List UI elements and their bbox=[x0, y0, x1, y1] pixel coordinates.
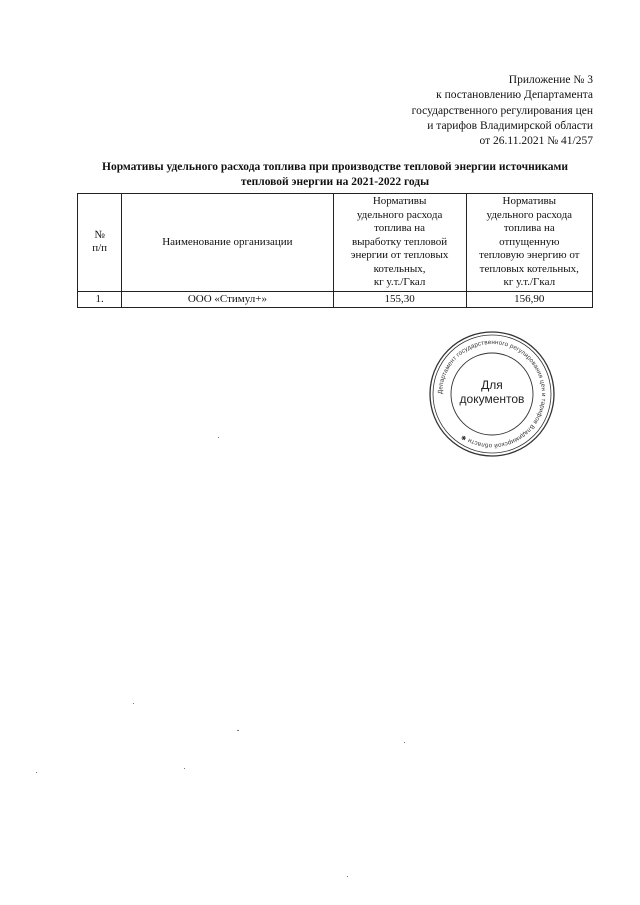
table-row bbox=[78, 291, 593, 308]
header-line: Нормативы bbox=[372, 195, 427, 207]
header-line: котельных, bbox=[373, 262, 426, 275]
scan-speck bbox=[218, 437, 219, 438]
scan-speck bbox=[184, 768, 185, 769]
header-line: удельного расхода bbox=[486, 208, 573, 221]
scan-speck bbox=[133, 703, 134, 704]
header-line: энергии от тепловых bbox=[350, 249, 449, 261]
header-line: выработку тепловой bbox=[351, 235, 448, 248]
cell-norm-generation: 155,30 bbox=[333, 291, 466, 308]
appendix-line: и тарифов Владимирской области bbox=[427, 119, 593, 132]
scan-speck bbox=[36, 772, 37, 773]
scan-speck bbox=[404, 742, 405, 743]
appendix-line: к постановлению Департамента bbox=[436, 89, 593, 102]
document-title bbox=[70, 160, 600, 190]
header-line: кг у.т./Гкал bbox=[503, 276, 556, 288]
appendix-line: Приложение № 3 bbox=[508, 74, 593, 86]
stamp-center-line: документов bbox=[459, 392, 525, 406]
stamp-ring-text: Департамент государственного регулирования цен и тарифов Владимирской области ✱ bbox=[436, 338, 548, 450]
header-line: кг у.т./Гкал bbox=[373, 276, 426, 288]
header-number-line: № bbox=[94, 228, 105, 241]
header-line: отпущенную bbox=[499, 235, 560, 248]
appendix-block bbox=[293, 73, 593, 149]
official-stamp bbox=[428, 330, 556, 458]
stamp-center-line: Для bbox=[481, 378, 503, 392]
header-line: топлива на bbox=[374, 222, 426, 234]
cell-number: 1. bbox=[78, 291, 122, 308]
header-organization: Наименование организации bbox=[122, 194, 333, 292]
appendix-line: от 26.11.2021 № 41/257 bbox=[479, 135, 593, 148]
header-line: удельного расхода bbox=[356, 208, 443, 221]
appendix-line: государственного регулирования цен bbox=[411, 104, 593, 117]
cell-norm-supplied: 156,90 bbox=[466, 291, 592, 308]
scan-speck bbox=[347, 876, 348, 877]
header-line: топлива на bbox=[503, 222, 555, 234]
norms-table bbox=[77, 193, 593, 308]
header-line: тепловую энергию от bbox=[479, 249, 580, 261]
table-header-row bbox=[78, 194, 593, 292]
stamp-center-text bbox=[428, 378, 556, 406]
title-line-1: Нормативы удельного расхода топлива при производстве тепловой энергии источниками bbox=[102, 161, 568, 173]
scan-speck bbox=[237, 730, 239, 731]
header-number bbox=[78, 194, 122, 292]
header-number-line: п/п bbox=[92, 242, 108, 255]
header-line: тепловых котельных, bbox=[479, 262, 579, 275]
cell-organization: ООО «Стимул+» bbox=[122, 291, 333, 308]
header-norm-supplied bbox=[466, 194, 592, 292]
header-line: Нормативы bbox=[502, 195, 557, 207]
header-norm-generation bbox=[333, 194, 466, 292]
title-line-2: тепловой энергии на 2021-2022 годы bbox=[240, 176, 430, 188]
